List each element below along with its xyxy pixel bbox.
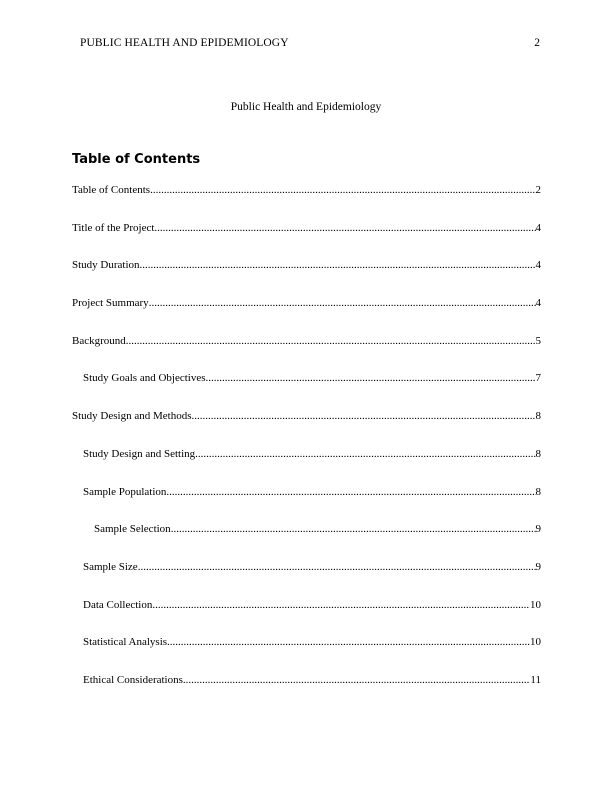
toc-dot-leader xyxy=(191,410,535,422)
toc-entry-page-number: 9 xyxy=(535,560,541,573)
toc-dot-leader xyxy=(154,222,535,234)
toc-entry[interactable] xyxy=(72,599,541,637)
toc-entry-label: Sample Selection xyxy=(94,523,171,536)
toc-dot-leader xyxy=(183,674,531,686)
toc-entry-page-number: 2 xyxy=(535,184,541,196)
table-of-contents xyxy=(72,184,541,712)
toc-heading: Table of Contents xyxy=(72,152,201,167)
toc-entry-page-number: 8 xyxy=(535,485,541,498)
toc-entry-label: Study Design and Setting xyxy=(83,447,196,460)
toc-dot-leader xyxy=(126,335,536,347)
toc-entry[interactable] xyxy=(72,297,541,335)
toc-entry-label: Sample Size xyxy=(83,560,138,573)
toc-entry[interactable] xyxy=(72,184,541,222)
toc-dot-leader xyxy=(206,372,536,384)
toc-entry-page-number: 7 xyxy=(535,372,541,385)
toc-entry-page-number: 11 xyxy=(530,673,541,686)
toc-entry-page-number: 4 xyxy=(535,297,541,310)
toc-dot-leader xyxy=(166,486,535,498)
toc-entry-page-number: 10 xyxy=(530,598,541,611)
toc-dot-leader xyxy=(150,184,535,196)
toc-entry-label: Data Collection xyxy=(83,598,153,611)
toc-dot-leader xyxy=(171,523,536,535)
toc-entry-page-number: 9 xyxy=(535,523,541,536)
toc-entry-label: Study Goals and Objectives xyxy=(83,372,206,385)
toc-entry-label: Statistical Analysis xyxy=(83,636,168,649)
toc-entry[interactable] xyxy=(72,222,541,260)
document-title: Public Health and Epidemiology xyxy=(230,101,382,113)
toc-entry-label: Study Design and Methods xyxy=(72,410,192,423)
toc-entry-page-number: 10 xyxy=(530,636,541,649)
running-head: PUBLIC HEALTH AND EPIDEMIOLOGY xyxy=(80,37,289,49)
toc-entry[interactable] xyxy=(72,410,541,448)
toc-entry[interactable] xyxy=(72,335,541,373)
toc-entry-page-number: 4 xyxy=(535,221,541,234)
toc-entry[interactable] xyxy=(72,486,541,524)
toc-entry-page-number: 4 xyxy=(535,259,541,272)
toc-entry-label: Background xyxy=(72,334,126,347)
toc-entry[interactable] xyxy=(72,523,541,561)
toc-dot-leader xyxy=(152,599,530,611)
toc-entry[interactable] xyxy=(72,561,541,599)
toc-entry-label: Project Summary xyxy=(72,297,149,310)
toc-entry[interactable] xyxy=(72,259,541,297)
toc-dot-leader xyxy=(149,297,536,309)
toc-entry-label: Table of Contents xyxy=(72,184,151,196)
toc-entry-page-number: 8 xyxy=(535,447,541,460)
toc-entry-page-number: 8 xyxy=(535,410,541,423)
toc-entry-label: Ethical Considerations xyxy=(83,673,183,686)
toc-entry-page-number: 5 xyxy=(535,334,541,347)
toc-dot-leader xyxy=(140,259,536,271)
toc-entry-label: Study Duration xyxy=(72,259,140,272)
toc-entry[interactable] xyxy=(72,448,541,486)
toc-dot-leader xyxy=(167,636,530,648)
toc-entry-label: Sample Population xyxy=(83,485,167,498)
toc-dot-leader xyxy=(195,448,535,460)
toc-entry[interactable] xyxy=(72,636,541,674)
page-number: 2 xyxy=(534,37,540,49)
toc-dot-leader xyxy=(138,561,536,573)
toc-entry[interactable] xyxy=(72,674,541,712)
toc-entry-label: Title of the Project xyxy=(72,221,155,234)
toc-entry[interactable] xyxy=(72,372,541,410)
